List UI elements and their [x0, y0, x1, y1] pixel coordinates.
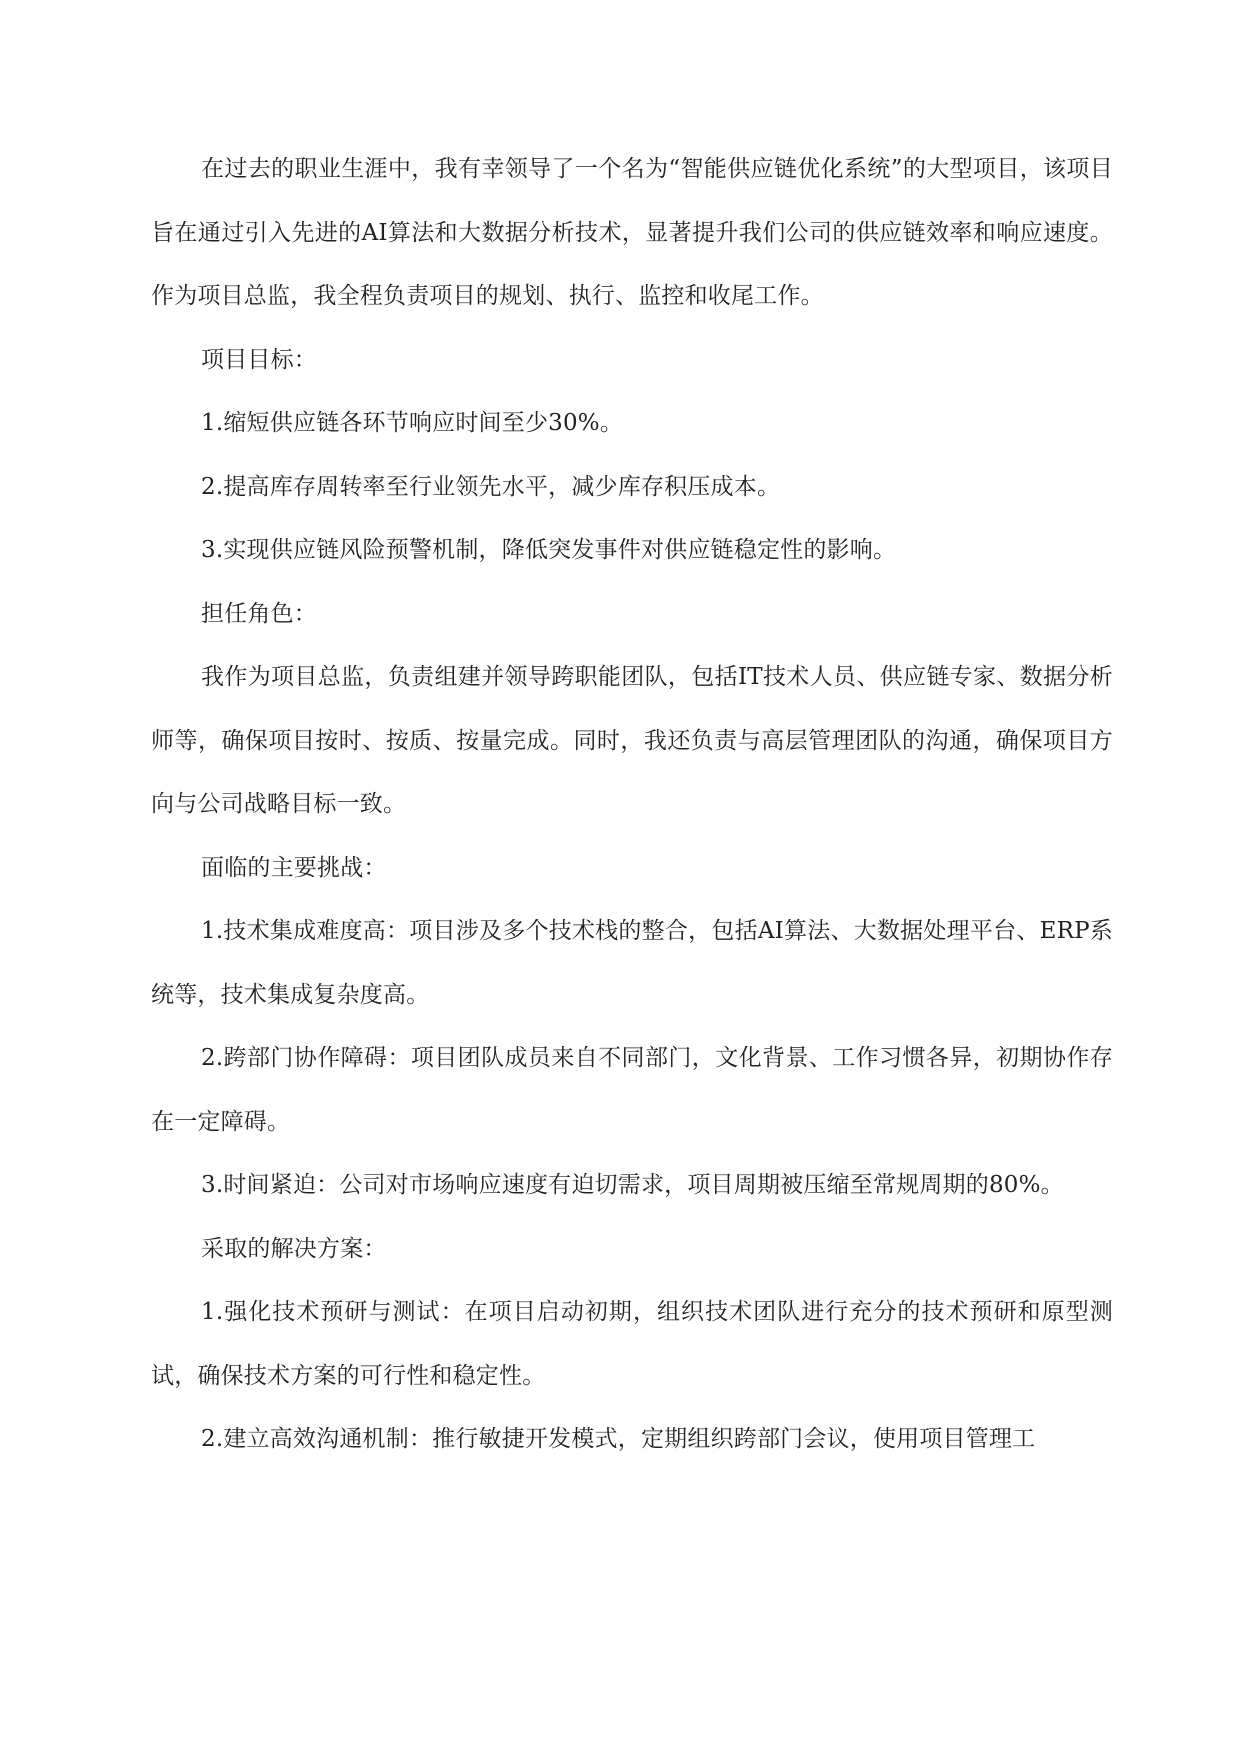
role-heading: 担任角色： [201, 600, 317, 627]
role-paragraph: 我作为项目总监，负责组建并领导跨职能团队，包括IT技术人员、供应链专家、数据分析师等，确保项目按时、按质、按量完成。同时，我还负责与高层管理团队的沟通，确保项目方向与公司战略目标一致。 [151, 664, 1113, 817]
solution-item-2: 2.建立高效沟通机制：推行敏捷开发模式，定期组织跨部门会议，使用项目管理工 [201, 1426, 1036, 1452]
goal-item-2: 2.提高库存周转率至行业领先水平，减少库存积压成本。 [201, 473, 781, 500]
challenge-item-2: 2.跨部门协作障碍：项目团队成员来自不同部门，文化背景、工作习惯各异，初期协作存在一定障碍。 [151, 1045, 1113, 1135]
goal-item-1: 1.缩短供应链各环节响应时间至少30%。 [201, 410, 624, 436]
solutions-heading: 采取的解决方案： [201, 1235, 387, 1262]
challenge-item-3: 3.时间紧迫：公司对市场响应速度有迫切需求，项目周期被压缩至常规周期的80%。 [201, 1172, 1064, 1198]
document-body [151, 138, 1113, 1472]
intro-paragraph: 在过去的职业生涯中，我有幸领导了一个名为“智能供应链优化系统”的大型项目，该项目旨在通过引入先进的AI算法和大数据分析技术，显著提升我们公司的供应链效率和响应速度。作为项目总监，我全程负责项目的规划、执行、监控和收尾工作。 [151, 156, 1113, 309]
challenges-heading: 面临的主要挑战： [201, 854, 387, 881]
solution-item-1: 1.强化技术预研与测试：在项目启动初期，组织技术团队进行充分的技术预研和原型测试，确保技术方案的可行性和稳定性。 [151, 1299, 1113, 1389]
goal-item-3: 3.实现供应链风险预警机制，降低突发事件对供应链稳定性的影响。 [201, 537, 897, 563]
goals-heading: 项目目标： [201, 346, 317, 373]
challenge-item-1: 1.技术集成难度高：项目涉及多个技术栈的整合，包括AI算法、大数据处理平台、ERP系统等，技术集成复杂度高。 [151, 918, 1113, 1008]
